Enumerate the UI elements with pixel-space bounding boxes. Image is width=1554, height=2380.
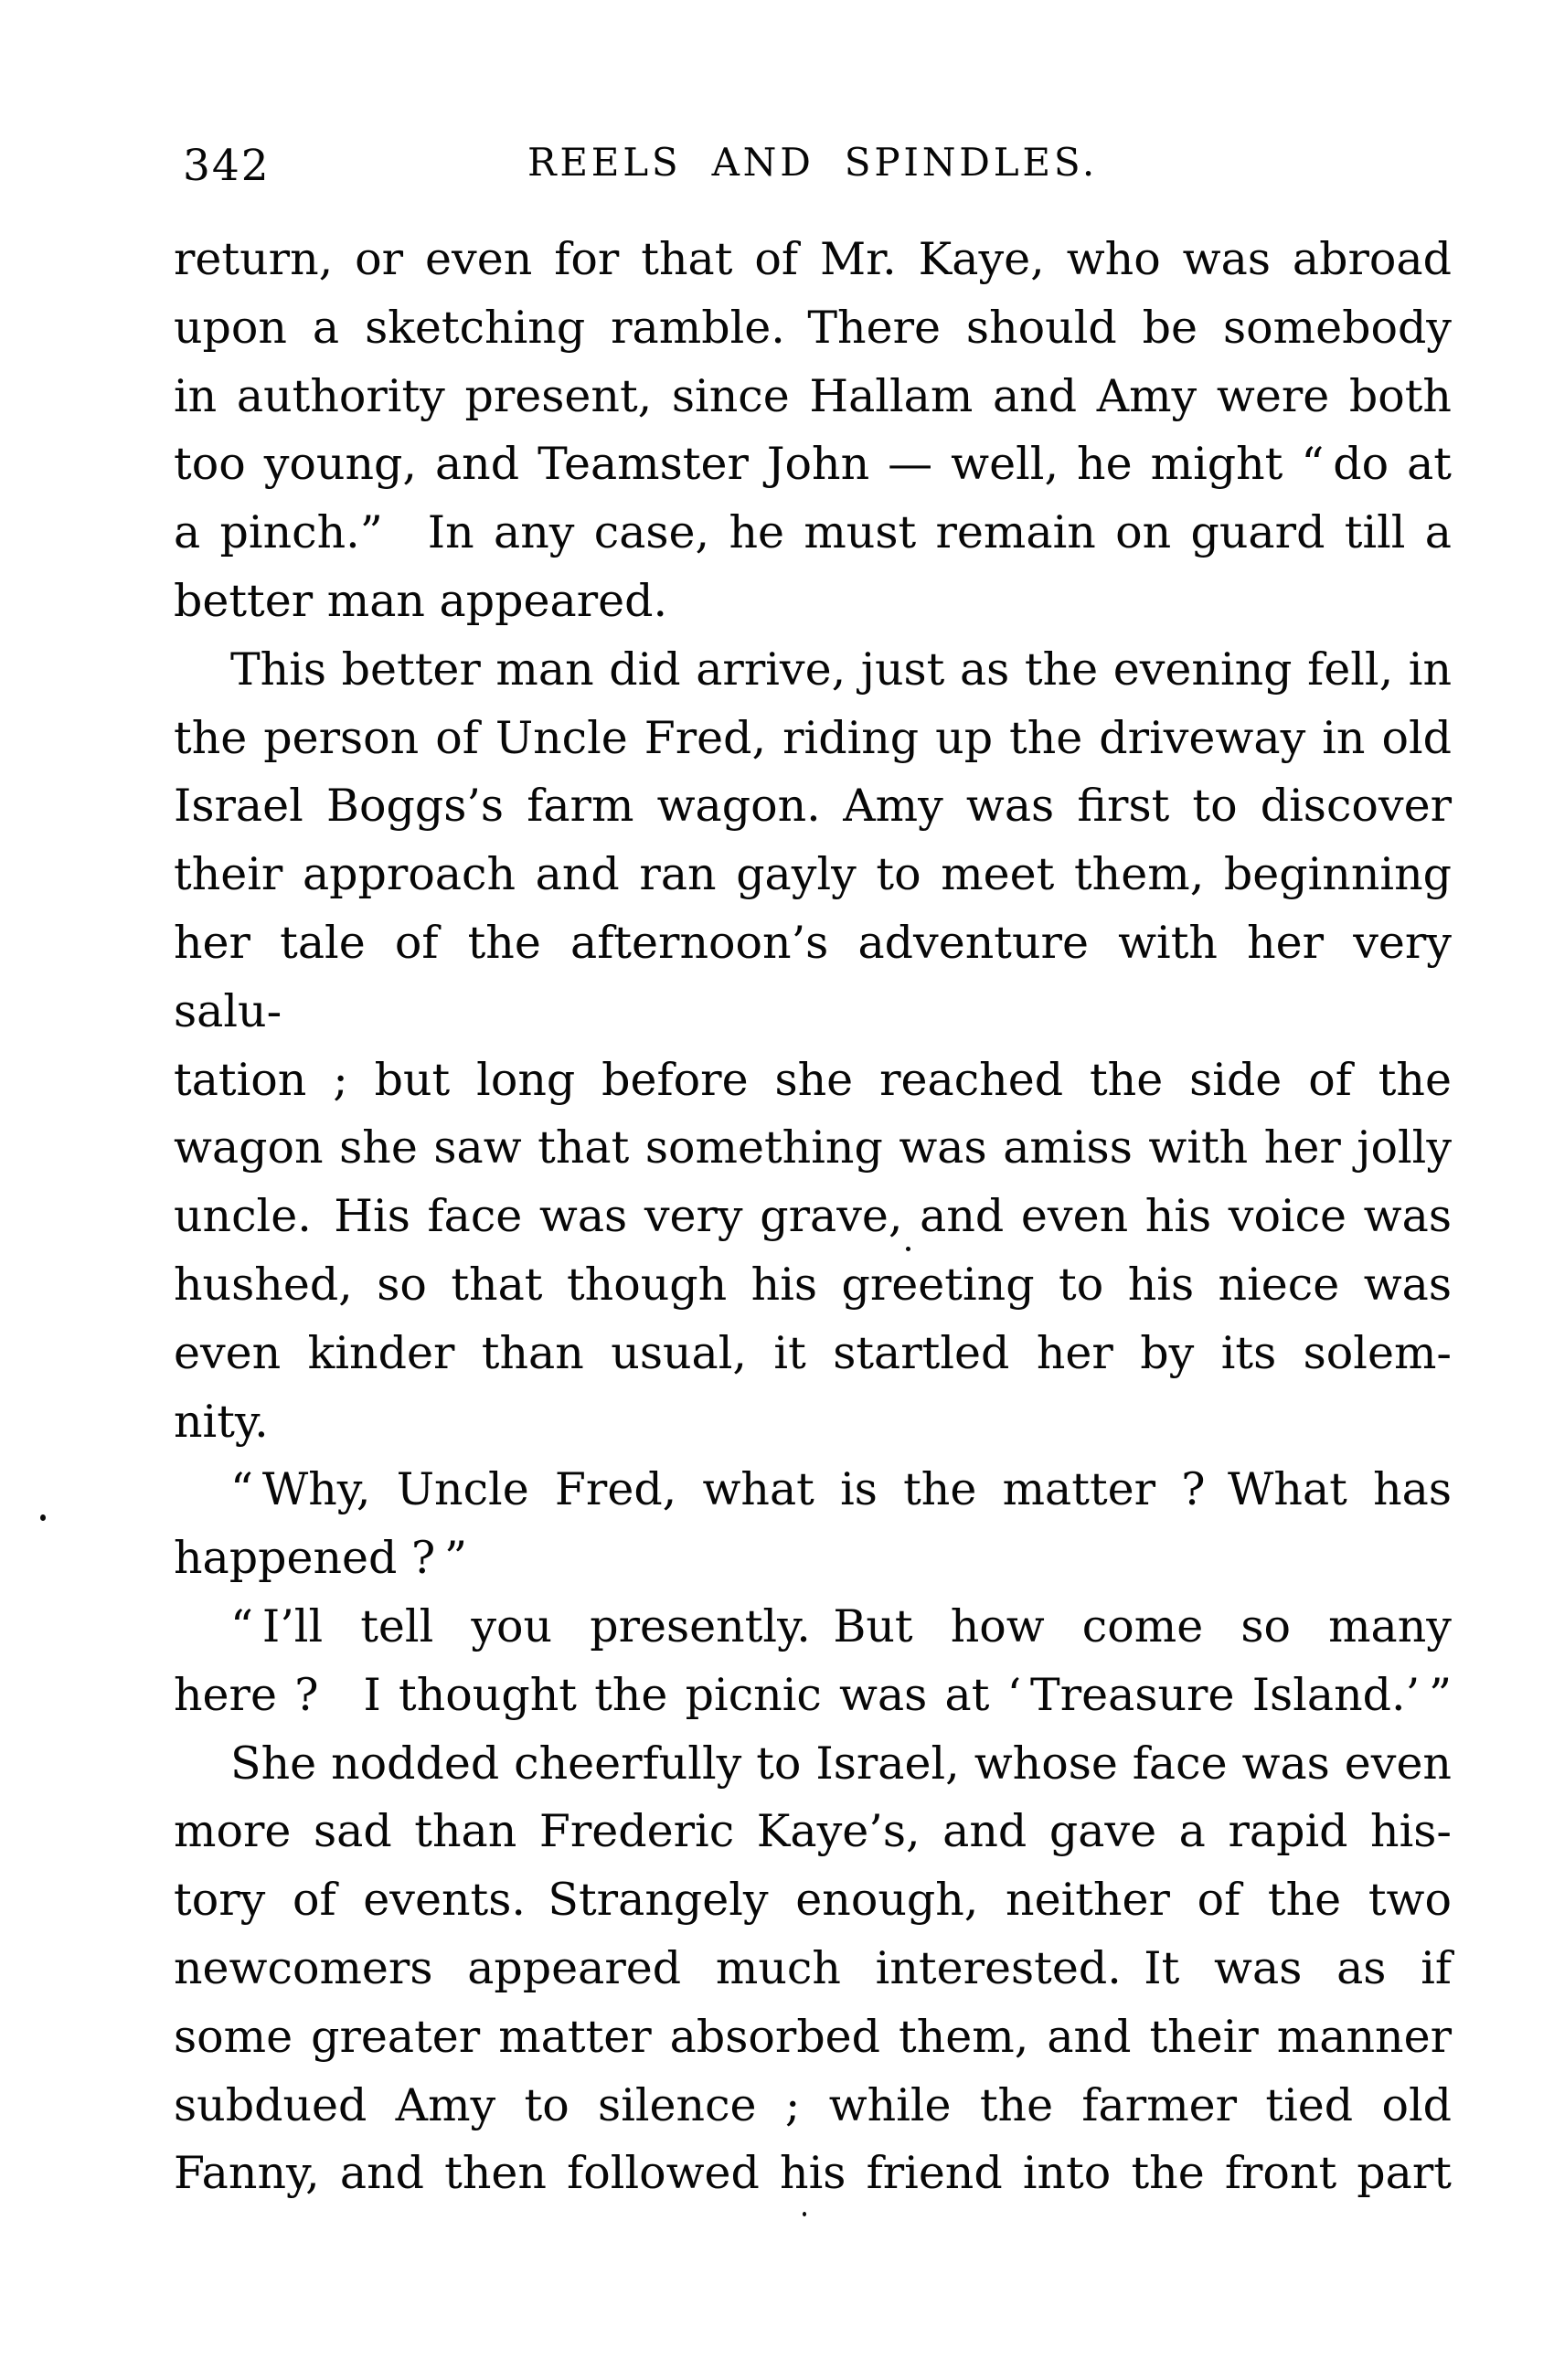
text-line: tory of events. Strangely enough, neither of the two bbox=[174, 1874, 1452, 1927]
paragraph bbox=[174, 226, 1452, 636]
page-header bbox=[174, 137, 1452, 196]
text-line: “ I’ll tell you presently. But how come so many bbox=[230, 1599, 1452, 1652]
text-line: upon a sketching ramble. There should be somebody bbox=[174, 301, 1452, 354]
text-line: some greater matter absorbed them, and their manner bbox=[174, 2010, 1452, 2063]
text-line: She nodded cheerfully to Israel, whose face was even bbox=[230, 1737, 1452, 1790]
text-line: newcomers appeared much interested. It was as if bbox=[174, 1941, 1452, 1994]
text-line: in authority present, since Hallam and Amy were both bbox=[174, 369, 1452, 422]
text-line: her tale of the afternoon’s adventure with her very salu- bbox=[174, 916, 1452, 1037]
page-number: 342 bbox=[183, 141, 271, 191]
text-line: tation ; but long before she reached the side of the bbox=[174, 1053, 1452, 1106]
text-line: uncle. His face was very grave, and even his voice was bbox=[174, 1190, 1452, 1243]
text-line: even kinder than usual, it startled her by its solem- bbox=[174, 1326, 1452, 1379]
text-line: Fanny, and then followed his friend into the front part bbox=[174, 2147, 1452, 2200]
text-line: happened ? ” bbox=[174, 1532, 468, 1585]
text-line: their approach and ran gayly to meet them, beginning bbox=[174, 848, 1452, 901]
ink-speck bbox=[40, 1514, 46, 1521]
text-line: nity. bbox=[174, 1395, 269, 1448]
running-title: REELS AND SPINDLES. bbox=[527, 140, 1099, 185]
ink-speck bbox=[906, 1247, 910, 1251]
text-line: subdued Amy to silence ; while the farmer tied old bbox=[174, 2078, 1452, 2131]
text-line: too young, and Teamster John — well, he might “ do at bbox=[174, 438, 1452, 491]
paragraph bbox=[174, 1730, 1452, 2209]
text-line: This better man did arrive, just as the evening fell, in bbox=[230, 643, 1452, 696]
paragraph bbox=[174, 1593, 1452, 1730]
text-line: “ Why, Uncle Fred, what is the matter ? What has bbox=[230, 1463, 1452, 1516]
text-line: the person of Uncle Fred, riding up the driveway in old bbox=[174, 711, 1452, 764]
body-text bbox=[174, 226, 1452, 2208]
text-line: better man appeared. bbox=[174, 574, 668, 627]
text-line: hushed, so that though his greeting to his niece was bbox=[174, 1258, 1452, 1311]
text-line: Israel Boggs’s farm wagon. Amy was first to discover bbox=[174, 780, 1452, 833]
text-line: more sad than Frederic Kaye’s, and gave a rapid his- bbox=[174, 1805, 1452, 1858]
text-line: a pinch.” In any case, he must remain on guard till a bbox=[174, 506, 1452, 559]
text-line: here ? I thought the picnic was at ‘ Treasure Island.’ ” bbox=[174, 1668, 1452, 1721]
text-line: return, or even for that of Mr. Kaye, who was abroad bbox=[174, 233, 1452, 285]
paragraph bbox=[174, 1456, 1452, 1593]
paragraph bbox=[174, 636, 1452, 1457]
ink-speck bbox=[803, 2212, 806, 2216]
text-line: wagon she saw that something was amiss with her jolly bbox=[174, 1121, 1452, 1174]
